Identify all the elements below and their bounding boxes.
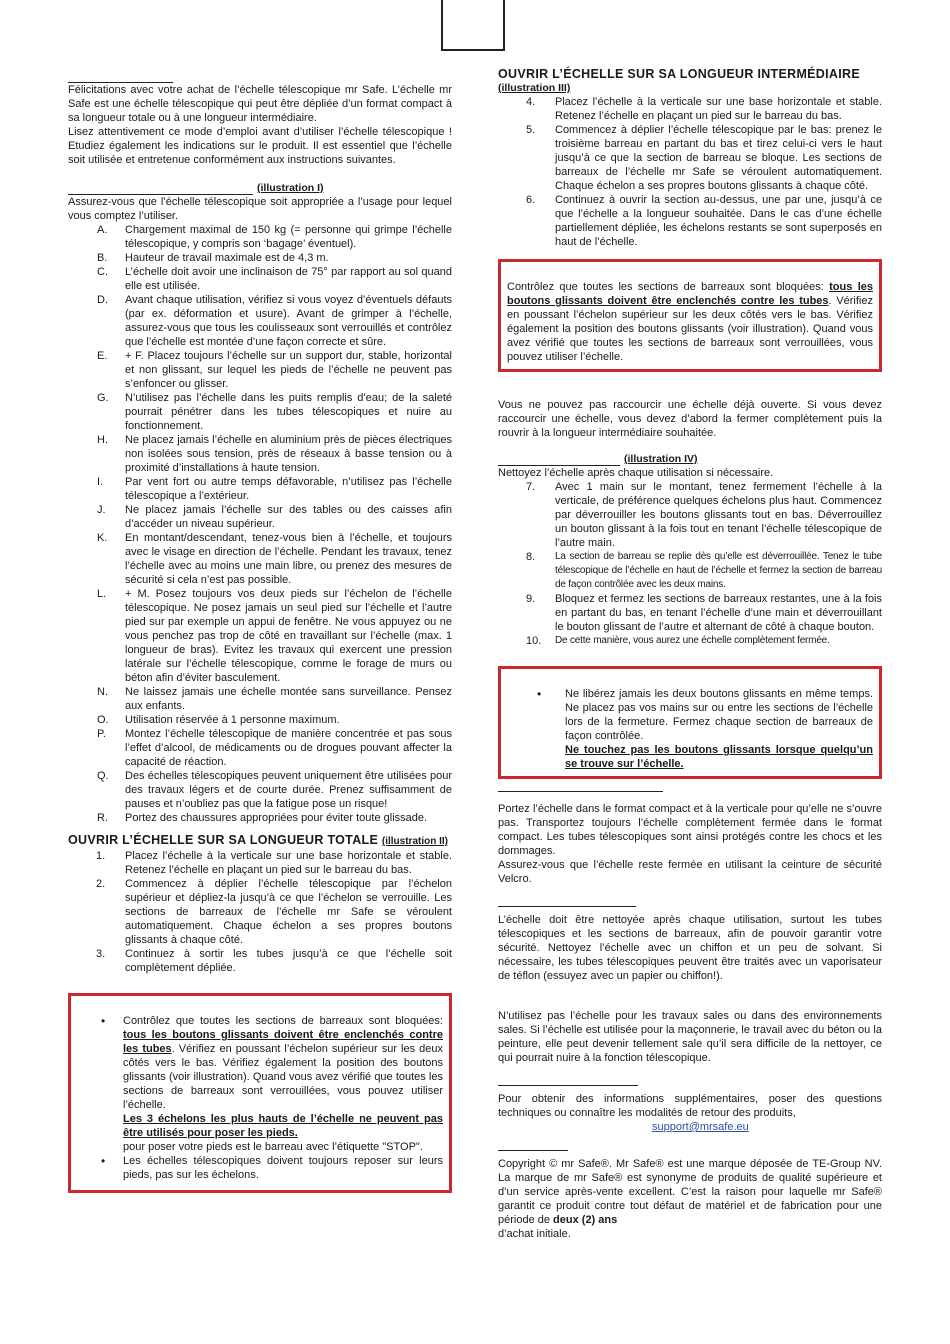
- warning-box: [68, 993, 452, 1193]
- list-item: [68, 293, 452, 349]
- transport-paragraph: Assurez-vous que l’échelle reste fermée en utilisant la ceinture de sécurité Velcro.: [498, 859, 882, 885]
- list-item-text: Avant chaque utilisation, vérifiez si vous voyez d’éventuels défauts (par ex. déformation et usure). Avant de grimper à l’échelle, assurez-vous que tous les coulisseaux sont verrouillés et contrôlez que l’échelle est montée d’une façon correcte et sûre.: [125, 294, 452, 348]
- safety-lead: Assurez-vous que l’échelle télescopique soit appropriée a l’usage pour lequel vous comptez l’utiliser.: [68, 196, 452, 222]
- list-item-key: N.: [97, 686, 108, 698]
- list-item: [68, 947, 452, 975]
- list-item-text: Chargement maximal de 150 kg (= personne qui grimpe l’échelle télescopique, y compris son ‘bagage’ éventuel).: [125, 224, 452, 250]
- section-rule: [498, 783, 663, 792]
- list-item-text: Commencez à déplier l’échelle télescopique par l’échelon supérieur et dépliez-la jusqu’à ce que l’échelon se verrouille. Les sections de barreaux de l’échelle mr Safe se véroulent automatiquement. Chaque échelon a ses propres boutons glissants à chaque côté.: [125, 878, 452, 946]
- bullet-icon: •: [537, 687, 542, 701]
- list-item: [68, 391, 452, 433]
- warning-item: • Contrôlez que toutes les sections de barreaux sont bloquées: tous les boutons glissants doivent être enclenchés contre les tubes. Vérifiez en poussant l’échelon supérieur sur les deux côtés vers le bas. Vérifiez également la position des boutons glissants (voir illustration). Quand vous avez vérifié que toutes les sections de barreaux sont verrouillées, vous pouvez utiliser l’échelle. Les 3 échelons les plus hauts de l’échelle ne peuvent pas être utilisés pour poser les pieds. pour poser votre pieds est le barreau avec l’étiquette "STOP".: [101, 1014, 444, 1153]
- list-item-text: La section de barreau se replie dès qu’elle est déverrouillée. Tenez le tube télescopique de l’échelle en haut de l’échelle et fermez la section de barreau de façon contrôlée avec les deux mains.: [555, 551, 882, 590]
- warning-item: • Les échelles télescopiques doivent toujours reposer sur leurs pieds, pas sur les échelons.: [101, 1154, 443, 1181]
- list-item-key: E.: [97, 350, 108, 362]
- list-item-text: Des échelles télescopiques peuvent uniquement être utilisées pour des travaux légers et de courte durée. Prenez suffisamment de pauses et n’oubliez pas que la fatigue pose un risque!: [125, 770, 452, 810]
- list-item: [68, 877, 452, 947]
- support-paragraph: Pour obtenir des informations supplémentaires, poser des questions techniques ou connaître les modalités de retour des produits,: [498, 1093, 882, 1119]
- list-item: [498, 123, 882, 193]
- list-item-text: Avec 1 main sur le montant, tenez fermement l’échelle à la verticale, de préférence quelques échelons plus haut. Commencez par déverrouiller les boutons glissants tout en bas. Déverrouillez un bouton glissant à la fois tout en tenant l’échelle télescopique de l’autre main.: [555, 481, 882, 549]
- support-email-link[interactable]: support@mrsafe.eu: [652, 1121, 749, 1133]
- intro-paragraph: Lisez attentivement ce mode d’emploi avant d’utiliser l’échelle télescopique ! Etudiez également les indications sur le produit. Il est essentiel que l’échelle soit utilisée et entretenue conformément aux instructions suivantes.: [68, 126, 452, 166]
- list-item-key: 6.: [526, 194, 536, 206]
- shorten-note: Vous ne pouvez pas raccourcir une échelle déjà ouverte. Si vous devez raccourcir une échelle, vous devez d’abord la fermer complètement puis la rouvrir à la longueur intermédiaire souhaitée.: [498, 399, 882, 439]
- list-item: [68, 811, 452, 825]
- list-item-key: K.: [97, 532, 108, 544]
- warranty-paragraph: Copyright © mr Safe®. Mr Safe® est une marque déposée de TE-Group NV. La marque de mr Safe® est synonyme de produits de qualité supérieure et d’un service après-vente excellent. C’est la raison pour laquelle mr Safe® garantit ce produit contre tout défaut de matériel et de fabrication pour une période de deux (2) ans d’achat initiale.: [498, 1158, 882, 1240]
- list-item-key: 10.: [526, 635, 542, 647]
- list-item: [68, 849, 452, 877]
- list-item-text: + M. Posez toujours vos deux pieds sur l’échelon de l’échelle télescopique. Ne posez jamais un seul pied sur l’échelle et l’autre pied sur par exemple un appui de fenêtre. Ne vous appuyez ou ne vous penchez pas trop de côté en travaillant sur l’échelle (max. 1 longueur de bras). Evitez les travaux qui exercent une pression latérale sur l’échelle télescopique, comme le forage de murs ou béton afin d’éviter basculement.: [125, 588, 452, 684]
- list-item-text: Ne placez jamais l’échelle en aluminium près de pièces électriques non isolées sous tension, près de réseaux à basse tension ou à proximité d’installations à haute tension.: [125, 434, 452, 474]
- list-item: [68, 713, 452, 727]
- list-item-text: Ne placez jamais l’échelle sur des tables ou des caisses afin d’accéder un niveau supérieur.: [125, 504, 452, 530]
- list-item: [68, 769, 452, 811]
- list-item-text: Hauteur de travail maximale est de 4,3 m.: [125, 252, 329, 264]
- list-item-key: B.: [97, 252, 108, 264]
- list-item: [68, 251, 452, 265]
- list-item-text: Placez l’échelle à la verticale sur une base horizontale et stable. Retenez l’échelle en plaçant un pied sur le barreau du bas.: [125, 850, 452, 876]
- list-item-key: C.: [97, 266, 108, 278]
- list-item: [68, 265, 452, 293]
- bullet-icon: •: [101, 1154, 106, 1168]
- intermediate-steps: [498, 95, 882, 249]
- section-rule: [498, 1077, 638, 1086]
- list-item: [498, 634, 882, 648]
- list-item-text: + F. Placez toujours l’échelle sur un support dur, stable, horizontal et non glissant, sur lequel les pieds de l’échelle ne peuvent pas s’enfoncer ou glisser.: [125, 350, 452, 390]
- list-item: [498, 592, 882, 634]
- warning-item: • Ne libérez jamais les deux boutons glissants en même temps. Ne placez pas vos mains sur ou entre les sections de l’échelle lors de la fermeture. Fermez chaque section de barreaux de façon contrôlée. Ne touchez pas les boutons glissants lorsque quelqu’un se trouve sur l’échelle.: [537, 687, 873, 770]
- list-item-key: 3.: [96, 948, 106, 960]
- list-item-key: 7.: [526, 481, 536, 493]
- list-item-text: Par vent fort ou autre temps défavorable, n’utilisez pas l’échelle télescopique a l’extérieur.: [125, 476, 452, 502]
- list-item-key: 9.: [526, 593, 536, 605]
- list-item-text: N’utilisez pas l’échelle dans les puits remplis d’eau; de la saleté pourrait pénétrer dans les tubes télescopiques et nuire au fonctionnement.: [125, 392, 452, 432]
- section-rule: [498, 1142, 568, 1151]
- list-item: [68, 349, 452, 391]
- list-item-text: Portez des chaussures appropriées pour éviter toute glissade.: [125, 812, 428, 824]
- transport-paragraph: Portez l’échelle dans le format compact et à la verticale pour qu’elle ne s’ouvre pas. Transportez toujours l’échelle complètement fermée dans le format compact. Les tubes télescopiques sont ainsi protégés contre les chocs et les dommages.: [498, 803, 882, 857]
- list-item-text: Continuez à sortir les tubes jusqu’à ce que l’échelle soit complètement dépliée.: [125, 948, 452, 974]
- page-number-box: [441, 0, 505, 51]
- illustration-ref: (illustration IV): [498, 452, 882, 466]
- list-item-key: 4.: [526, 96, 536, 108]
- list-item-key: O.: [97, 714, 109, 726]
- bullet-icon: •: [101, 1014, 106, 1028]
- list-item-text: Commencez à déplier l’échelle télescopique par le bas: prenez le troisième barreau en partant du bas et tirez celui-ci vers le haut jusqu’à ce que la section de barreau se bloque. Les sections de barreaux de l’échelle mr Safe se véroulent automatiquement. Chaque échelon a ses propres boutons glissants à chaque côté.: [555, 124, 882, 192]
- list-item-key: J.: [97, 504, 106, 516]
- list-item-text: De cette manière, vous aurez une échelle complètement fermée.: [555, 635, 830, 646]
- list-item: [498, 95, 882, 123]
- section-rule: [498, 898, 636, 907]
- list-item: [498, 193, 882, 249]
- list-item: [68, 727, 452, 769]
- list-item-key: D.: [97, 294, 108, 306]
- list-item-text: Placez l’échelle à la verticale sur une base horizontale et stable. Retenez l’échelle en plaçant un pied sur le barreau du bas.: [555, 96, 882, 122]
- list-item-key: I.: [97, 476, 104, 488]
- illustration-ref: (illustration I): [68, 181, 452, 195]
- list-item: [68, 685, 452, 713]
- right-column: [498, 67, 882, 1241]
- list-item-text: Utilisation réservée à 1 personne maximum.: [125, 714, 340, 726]
- closing-steps: [498, 480, 882, 648]
- list-item-key: H.: [97, 434, 108, 446]
- list-item-text: Ne laissez jamais une échelle montée sans surveillance. Pensez aux enfants.: [125, 686, 452, 712]
- list-item-text: Bloquez et fermez les sections de barreaux restantes, une à la fois en partant du bas, en tenant l’échelle d’une main et déverrouillant le bouton glissant de l’autre et alternant de côté à chaque bouton.: [555, 593, 882, 633]
- maintenance-paragraph: L’échelle doit être nettoyée après chaque utilisation, surtout les tubes télescopiques et les sections de barreaux, afin de pouvoir garantir votre sécurité. Nettoyez l’échelle avec un chiffon et un peu de solvant. Si nécessaire, les tubes télescopiques peuvent être traités avec un vaporisateur de téflon (essuyez avec un papier ou chiffon!).: [498, 914, 882, 982]
- list-item: [68, 587, 452, 685]
- illustration-ref: (illustration III): [498, 82, 571, 94]
- left-column: [68, 74, 452, 1193]
- safety-list: [68, 223, 452, 825]
- list-item-key: G.: [97, 392, 109, 404]
- usage-paragraph: N’utilisez pas l’échelle pour les travaux sales ou dans des environnements sales. Si l’échelle est utilisée pour la maçonnerie, le travail avec du béton ou la peinture, elle peut devenir tellement sale qu’il sera difficile de la nettoyer, ce qui pourrait nuire à la fonction télescopique.: [498, 1010, 882, 1064]
- intro-paragraph: Félicitations avec votre achat de l’échelle télescopique mr Safe. L’échelle mr Safe est une échelle télescopique qui peut être dépliée d’un format compact à sa longueur totale ou à une longueur intermédiaire.: [68, 84, 452, 124]
- section-rule: [68, 74, 173, 83]
- list-item-text: En montant/descendant, tenez-vous bien à l’échelle, et toujours avec le visage en direction de l’échelle. Pendant les travaux, tenez l’échelle avec au moins une main libre, ou prenez des mesures de sécurité si cela n’est pas possible.: [125, 532, 452, 586]
- list-item-key: A.: [97, 224, 108, 236]
- section-heading: OUVRIR L’ÉCHELLE SUR SA LONGUEUR TOTALE (illustration II): [68, 833, 448, 847]
- list-item-key: 2.: [96, 878, 106, 890]
- list-item-key: L.: [97, 588, 107, 600]
- list-item-key: 8.: [526, 551, 536, 563]
- list-item: [68, 503, 452, 531]
- list-item-key: R.: [97, 812, 108, 824]
- full-length-steps: [68, 849, 452, 975]
- list-item: [68, 475, 452, 503]
- warning-box: [498, 666, 882, 779]
- section-heading: OUVRIR L’ÉCHELLE SUR SA LONGUEUR INTERMÉDIAIRE: [498, 67, 860, 81]
- list-item-key: P.: [97, 728, 106, 740]
- list-item: [498, 550, 882, 592]
- list-item-key: 1.: [96, 850, 106, 862]
- list-item: [68, 531, 452, 587]
- list-item-text: Continuez à ouvrir la section au-dessus, une par une, jusqu’à ce que l’échelle a la longueur souhaitée. Dans le cas d’une échelle partiellement dépliée, les échelons restants se sont superposés en haut de l’échelle.: [555, 194, 882, 248]
- list-item: [68, 223, 452, 251]
- closing-lead: Nettoyez l’échelle après chaque utilisation si nécessaire.: [498, 467, 774, 479]
- check-box: Contrôlez que toutes les sections de barreaux sont bloquées: tous les boutons glissants doivent être enclenchés contre les tubes. Vérifiez en poussant l’échelon supérieur sur les deux côtés vers le bas. Vérifiez également la position des boutons glissants (voir illustration). Quand vous avez vérifié que toutes les sections de barreaux sont verrouillées, vous pouvez utiliser l’échelle.: [498, 259, 882, 372]
- list-item: [498, 480, 882, 550]
- list-item-key: Q.: [97, 770, 109, 782]
- list-item: [68, 433, 452, 475]
- list-item-key: 5.: [526, 124, 536, 136]
- list-item-text: Montez l’échelle télescopique de manière concentrée et pas sous l’effet d’alcool, de médicaments ou de drogues pouvant affecter la capacité de réaction.: [125, 728, 452, 768]
- list-item-text: L’échelle doit avoir une inclinaison de 75° par rapport au sol quand elle est utilisée.: [125, 266, 452, 292]
